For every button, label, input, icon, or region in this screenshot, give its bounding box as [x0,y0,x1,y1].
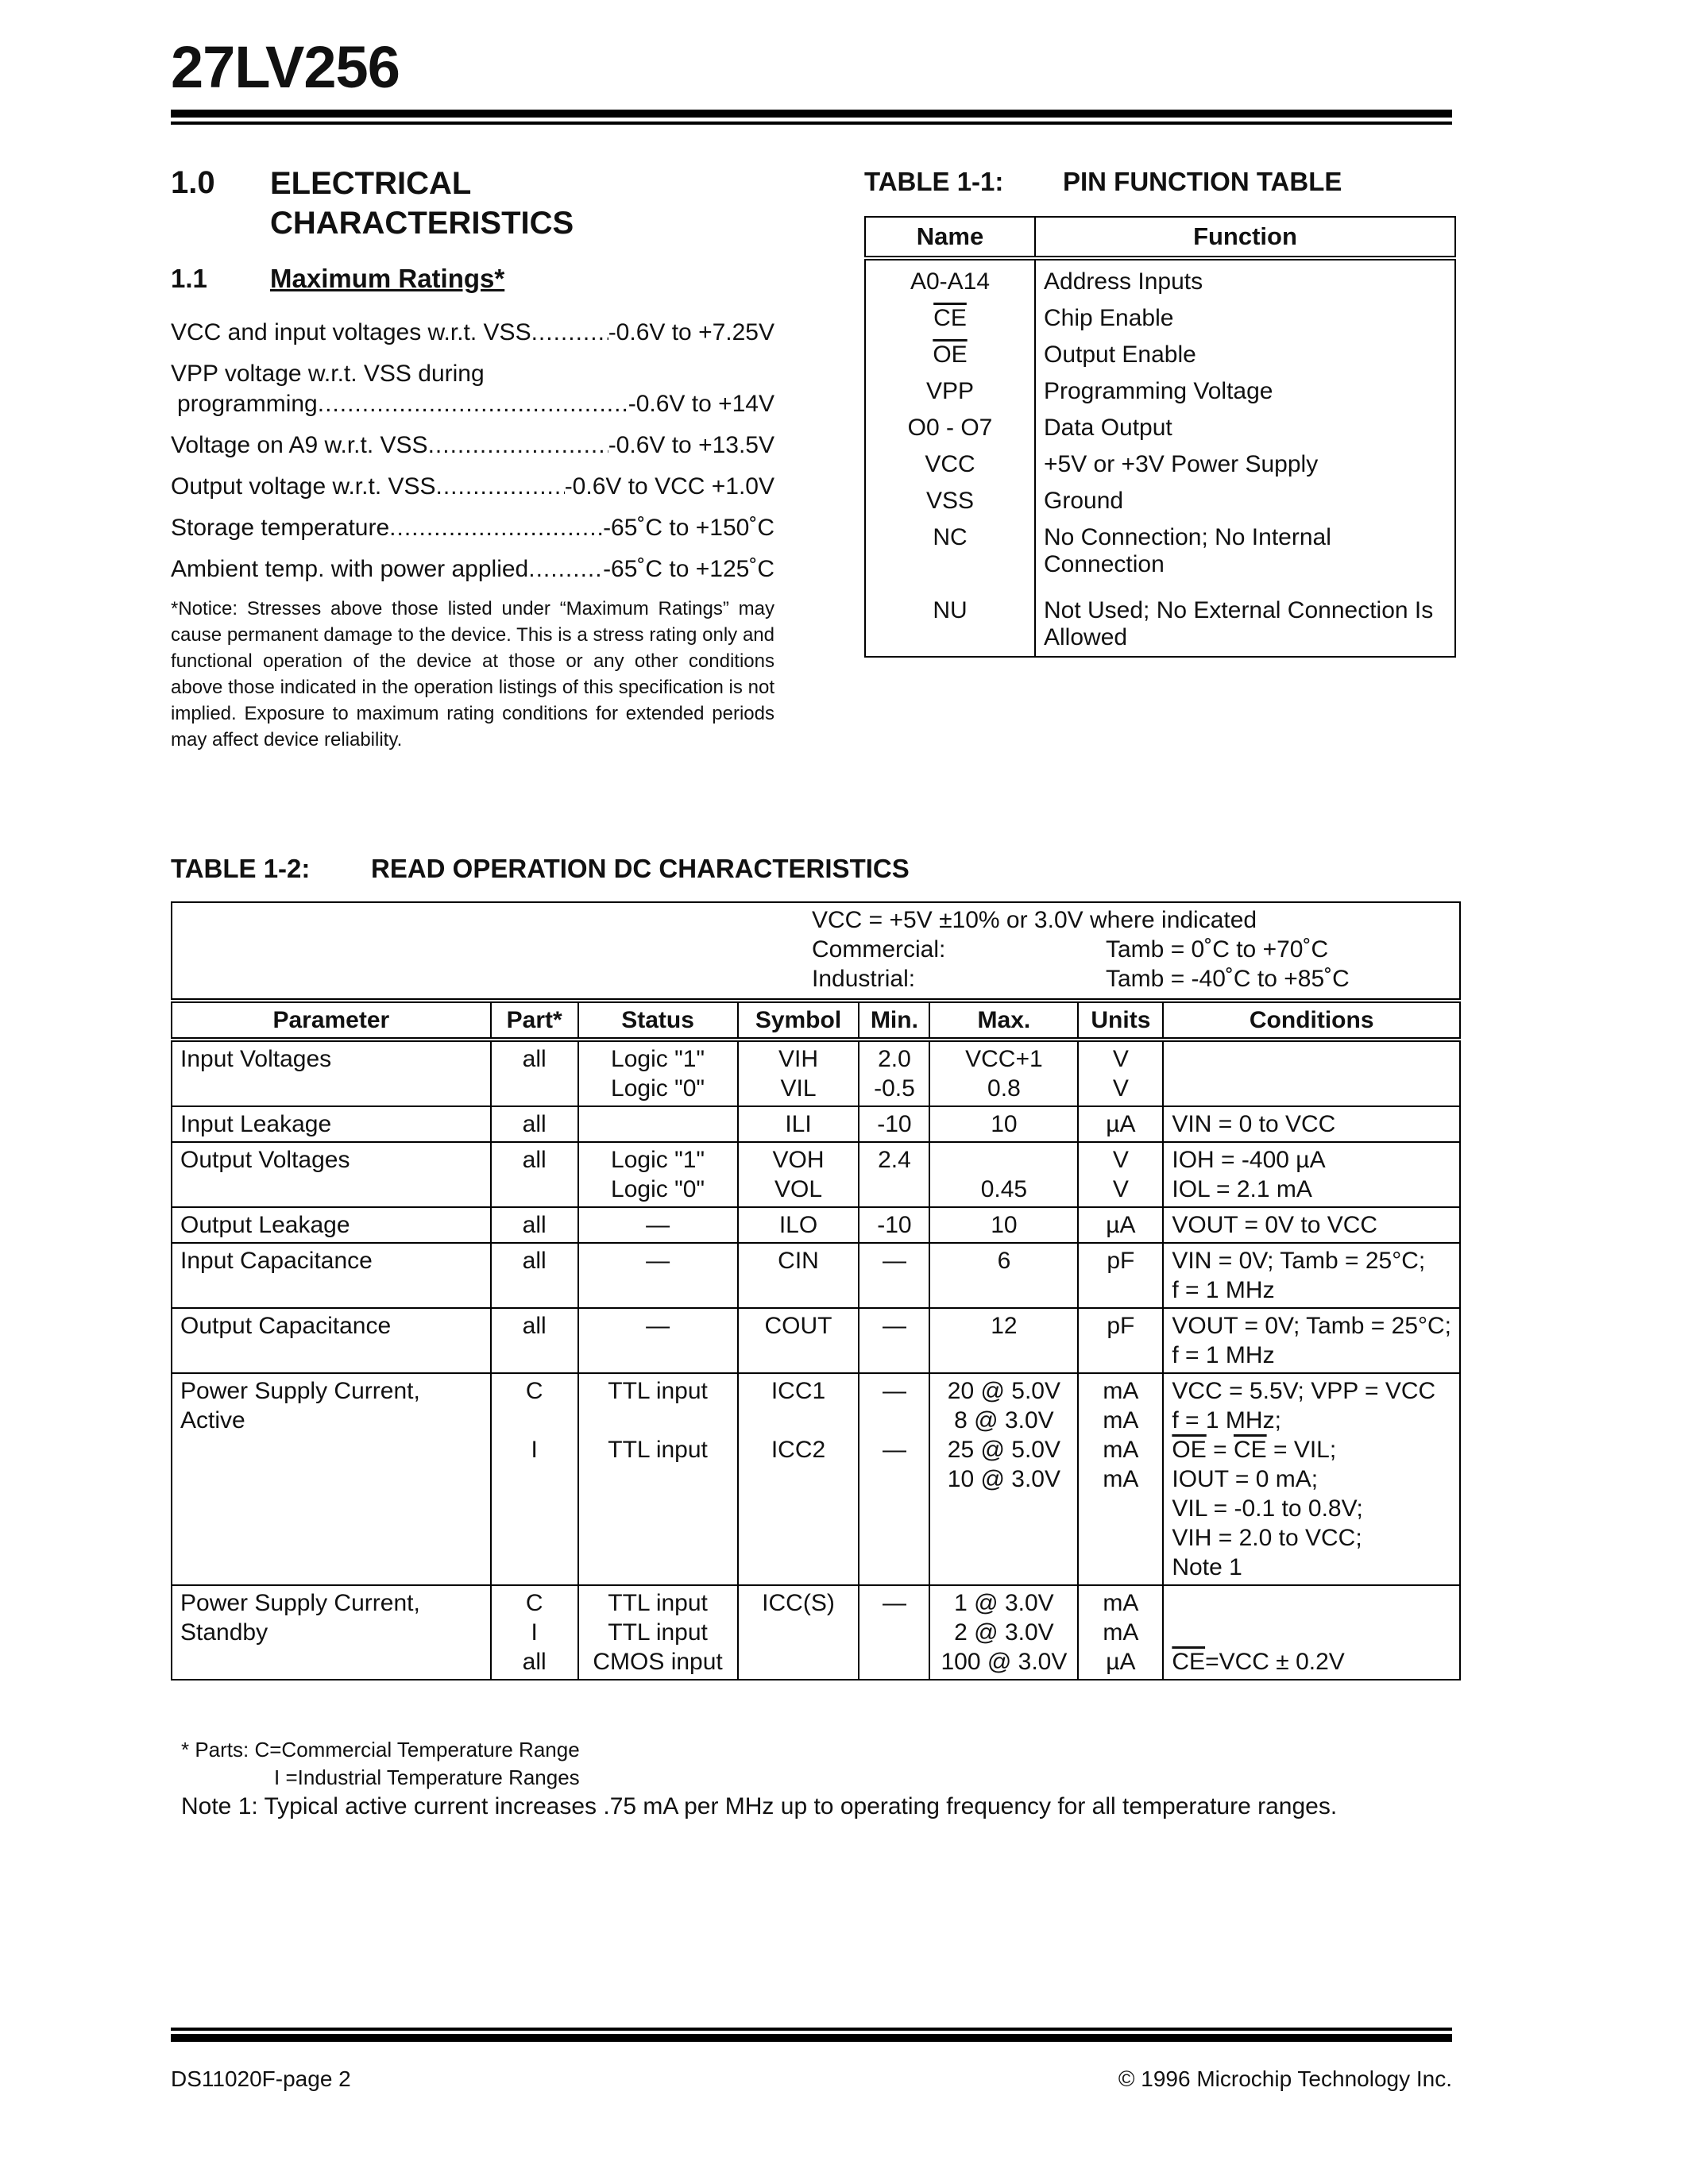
part-cell: all [491,1106,578,1142]
status-cell: Logic "1" Logic "0" [578,1040,738,1106]
part-cell: all [491,1243,578,1308]
table-row [172,1106,1460,1142]
symbol-cell: COUT [738,1308,859,1373]
max-cell: VCC+1 0.8 [929,1040,1078,1106]
column-header-part: Part* [491,1001,578,1040]
footer-rule [171,2034,1452,2042]
max-cell: 6 [929,1243,1078,1308]
conditions-industrial: Industrial: Tamb = -40˚C to +85˚C [812,966,1350,992]
document-part-number: 27LV256 [171,34,400,100]
table-header-row [172,1001,1460,1040]
column-header-min: Min. [859,1001,929,1040]
pin-name: A0-A14 [865,258,1035,300]
rating-row [171,430,774,461]
table-row [865,446,1455,483]
subsection-title: Maximum Ratings* [270,264,505,293]
units-cell: mA mA µA [1078,1585,1163,1680]
section-title-line1: ELECTRICAL [270,166,472,201]
min-cell: -10 [859,1106,929,1142]
column-header-function: Function [1035,217,1455,258]
conditions-vcc: VCC = +5V ±10% or 3.0V where indicated [812,907,1257,933]
pin-function: Programming Voltage [1035,373,1455,410]
pin-function: Ground [1035,483,1455,519]
pin-name: O0 - O7 [865,410,1035,446]
footer-copyright: © 1996 Microchip Technology Inc. [1118,2066,1452,2091]
min-cell: — [859,1243,929,1308]
rating-label: VPP voltage w.r.t. VSS during [171,361,485,387]
conditions-cell: VCC = 5.5V; VPP = VCC f = 1 MHz; $\overline{OE} = \overline{CE}$ = VIL; IOUT = 0 mA; VIL = -0.1 to 0.8V; VIH = 2.0 to VCC; Note 1 [1163,1373,1460,1585]
pin-function: Address Inputs [1035,258,1455,300]
symbol-cell: ILI [738,1106,859,1142]
rating-value: -0.6V to +7.25V [608,319,774,345]
status-cell: TTL input TTL input CMOS input [578,1585,738,1680]
part-cell: all [491,1308,578,1373]
rating-label: VCC and input voltages w.r.t. VSS [171,319,531,345]
section-number: 1.0 [171,165,215,200]
table-row [172,1040,1460,1106]
header-rule [171,110,1452,118]
column-header-status: Status [578,1001,738,1040]
pin-name: VSS [865,483,1035,519]
pin-name: NC [865,519,1035,592]
table-row [865,592,1455,657]
pin-table-title: PIN FUNCTION TABLE [1063,167,1342,196]
units-cell: µA [1078,1106,1163,1142]
pin-function: +5V or +3V Power Supply [1035,446,1455,483]
column-header-name: Name [865,217,1035,258]
section-title-line2: CHARACTERISTICS [270,206,574,241]
status-cell: TTL input TTL input [578,1373,738,1585]
pin-name: VPP [865,373,1035,410]
param-cell: Input Capacitance [172,1243,491,1308]
conditions-header-row [172,902,1460,1001]
param-cell: Power Supply Current, Standby [172,1585,491,1680]
status-cell: — [578,1207,738,1243]
rating-value: -65˚C to +125˚C [603,556,774,582]
pin-function: Data Output [1035,410,1455,446]
part-cell: C I all [491,1585,578,1680]
pin-name: NU [865,592,1035,657]
table-header-row [865,217,1455,258]
param-cell: Input Leakage [172,1106,491,1142]
pin-function: No Connection; No Internal Connection [1035,519,1455,592]
symbol-cell: ILO [738,1207,859,1243]
min-cell: — [859,1585,929,1680]
rating-label: Ambient temp. with power applied [171,556,529,582]
conditions-commercial: Commercial: Tamb = 0˚C to +70˚C [812,936,1329,963]
pin-name: $\overline{CE}$ [933,305,967,331]
param-cell: Output Voltages [172,1142,491,1207]
column-header-units: Units [1078,1001,1163,1040]
part-cell: C I [491,1373,578,1585]
ratings-list [171,318,774,585]
units-cell: V V [1078,1040,1163,1106]
rating-label: programming [177,391,318,417]
units-cell: pF [1078,1308,1163,1373]
min-cell: -10 [859,1207,929,1243]
max-cell: 1 @ 3.0V 2 @ 3.0V 100 @ 3.0V [929,1585,1078,1680]
rating-row [171,513,774,543]
subsection-number: 1.1 [171,264,207,293]
status-cell: Logic "1" Logic "0" [578,1142,738,1207]
part-cell: all [491,1142,578,1207]
part-cell: all [491,1040,578,1106]
conditions-cell: VIN = 0V; Tamb = 25°C; f = 1 MHz [1163,1243,1460,1308]
conditions-cell: $\overline{CE}=VCC \pm 0.2V$ [1163,1585,1460,1680]
section-title [270,164,574,243]
dc-characteristics-table [171,901,1461,1680]
units-cell: pF [1078,1243,1163,1308]
footer-page-id: DS11020F-page 2 [171,2066,351,2091]
units-cell: µA [1078,1207,1163,1243]
footer-rule-thin [171,2028,1452,2031]
conditions-cell: IOH = -400 µA IOL = 2.1 mA [1163,1142,1460,1207]
pin-function: Chip Enable [1035,300,1455,337]
rating-row [171,472,774,502]
rating-label: Storage temperature [171,515,390,541]
table-row [865,337,1455,373]
parts-footnote-line2: I =Industrial Temperature Ranges [274,1765,580,1789]
conditions-cell: VOUT = 0V; Tamb = 25°C; f = 1 MHz [1163,1308,1460,1373]
status-cell: — [578,1308,738,1373]
table-row [865,483,1455,519]
table-row [865,373,1455,410]
column-header-parameter: Parameter [172,1001,491,1040]
rating-value: -65˚C to +150˚C [603,515,774,541]
pin-name: VCC [865,446,1035,483]
rating-row [171,554,774,585]
table-row [172,1373,1460,1585]
operating-conditions [172,902,1460,1001]
table-row [865,519,1455,592]
column-header-conditions: Conditions [1163,1001,1460,1040]
pin-function-table [864,216,1456,658]
min-cell: 2.0 -0.5 [859,1040,929,1106]
rating-value: -0.6V to +14V [628,391,774,417]
table-row [172,1308,1460,1373]
symbol-cell: VIH VIL [738,1040,859,1106]
table-row [172,1585,1460,1680]
rating-row-label-line1 [171,359,774,389]
pin-function: Output Enable [1035,337,1455,373]
symbol-cell: VOH VOL [738,1142,859,1207]
parts-footnote-line1: * Parts: C=Commercial Temperature Range [181,1738,580,1761]
param-cell: Power Supply Current, Active [172,1373,491,1585]
header-rule-thin [171,122,1452,125]
table-row [172,1207,1460,1243]
param-cell: Output Capacitance [172,1308,491,1373]
param-cell: Input Voltages [172,1040,491,1106]
table-row [865,258,1455,300]
max-cell: 0.45 [929,1142,1078,1207]
min-cell: 2.4 [859,1142,929,1207]
max-cell: 20 @ 5.0V 8 @ 3.0V 25 @ 5.0V 10 @ 3.0V [929,1373,1078,1585]
note-1: Note 1: Typical active current increases .75 mA per MHz up to operating frequency for all temperature ranges. [181,1793,1338,1819]
table-row [865,410,1455,446]
conditions-cell: VIN = 0 to VCC [1163,1106,1460,1142]
pin-name: $\overline{OE}$ [933,341,968,368]
table-row [172,1142,1460,1207]
symbol-cell: ICC(S) [738,1585,859,1680]
min-cell: — [859,1308,929,1373]
units-cell: mA mA mA mA [1078,1373,1163,1585]
column-header-symbol: Symbol [738,1001,859,1040]
symbol-cell: CIN [738,1243,859,1308]
rating-label: Voltage on A9 w.r.t. VSS [171,432,428,458]
pin-table-label: TABLE 1-1: [864,167,1004,196]
rating-label: Output voltage w.r.t. VSS [171,473,436,500]
rating-row [171,318,774,348]
units-cell: V V [1078,1142,1163,1207]
max-cell: 12 [929,1308,1078,1373]
maximum-ratings-notice: *Notice: Stresses above those listed under “Maximum Ratings” may cause permanent damage to the device. This is a stress rating only and functional operation of the device at those or any other conditions above those indicated in the operation listings of this specification is not implied. Exposure to maximum rating conditions for extended periods may affect device reliability. [171,598,774,751]
symbol-cell: ICC1 ICC2 [738,1373,859,1585]
max-cell: 10 [929,1106,1078,1142]
column-header-max: Max. [929,1001,1078,1040]
table-row [865,300,1455,337]
param-cell: Output Leakage [172,1207,491,1243]
part-cell: all [491,1207,578,1243]
dc-table-title: READ OPERATION DC CHARACTERISTICS [371,854,910,883]
table-row [172,1243,1460,1308]
conditions-cell: VOUT = 0V to VCC [1163,1207,1460,1243]
pin-function: Not Used; No External Connection Is Allowed [1035,592,1455,657]
rating-value: -0.6V to VCC +1.0V [564,473,774,500]
min-cell: — — [859,1373,929,1585]
status-cell [578,1106,738,1142]
conditions-cell [1163,1040,1460,1106]
rating-value: -0.6V to +13.5V [608,432,774,458]
rating-row [171,389,774,419]
status-cell: — [578,1243,738,1308]
max-cell: 10 [929,1207,1078,1243]
dc-table-label: TABLE 1-2: [171,854,311,883]
